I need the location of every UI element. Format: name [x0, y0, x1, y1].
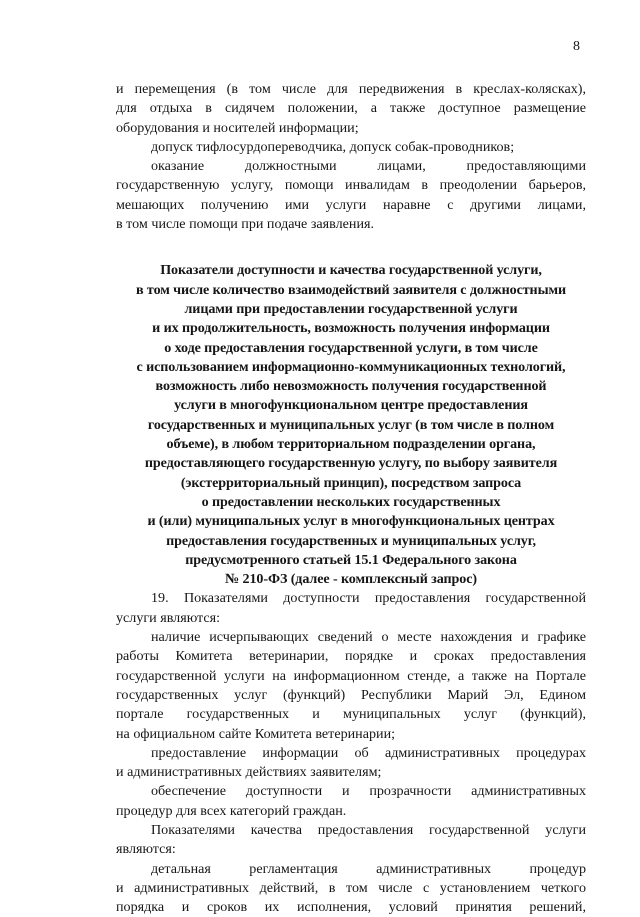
heading-line: лицами при предоставлении государственной услуги — [184, 300, 518, 317]
text-line: услуги являются: — [116, 609, 221, 626]
text-line: государственных услуг (функций) Республики Марий Эл, Едином — [116, 686, 586, 703]
heading-line: объеме), в любом территориальном подразделении органа, — [166, 436, 536, 453]
text-line: оказание должностными лицами, предоставляющими — [151, 158, 586, 175]
text-line: государственную услугу, помощи инвалидам в преодолении барьеров, — [116, 177, 586, 194]
text-line: оборудования и носителей информации; — [116, 119, 359, 136]
heading-line: возможность либо невозможность получения государственной — [155, 378, 547, 395]
text-line: процедур для всех категорий граждан. — [116, 802, 347, 819]
heading-line: № 210-ФЗ (далее - комплексный запрос) — [225, 571, 477, 588]
text-line: наличие исчерпывающих сведений о месте нахождения и графике — [151, 629, 586, 646]
heading-line: предоставления государственных и муниципальных услуг, — [166, 532, 536, 549]
text-line: Показателями качества предоставления государственной услуги — [151, 821, 586, 838]
text-line: предоставление информации об административных процедурах — [151, 744, 586, 761]
text-line: 19. Показателями доступности предоставления государственной — [151, 590, 586, 607]
heading-line: Показатели доступности и качества государственной услуги, — [160, 262, 542, 279]
body-block — [116, 589, 586, 917]
text-line: и административных действиях заявителям; — [116, 764, 382, 781]
heading-line: о ходе предоставления государственной услуги, в том числе — [164, 339, 538, 356]
heading-line: предусмотренного статьей 15.1 Федерального закона — [185, 551, 517, 568]
page-number: 8 — [573, 39, 580, 54]
section-heading — [116, 261, 586, 589]
text-line: для отдыха в сидячем положении, а также доступное размещение — [116, 100, 586, 117]
heading-line: о предоставлении нескольких государственных — [201, 493, 501, 510]
heading-line: (экстерриториальный принцип), посредством запроса — [180, 474, 522, 491]
heading-line: и их продолжительность, возможность получения информации — [152, 320, 550, 337]
text-line: порядка и сроков их исполнения, условий принятия решений, — [116, 899, 586, 916]
text-line: работы Комитета ветеринарии, порядке и сроках предоставления — [116, 648, 586, 665]
text-line: детальная регламентация административных процедур — [151, 860, 586, 877]
text-line: портале государственных и муниципальных услуг (функций), — [116, 706, 586, 723]
heading-line: в том числе количество взаимодействий заявителя с должностными — [136, 281, 566, 298]
heading-line: с использованием информационно-коммуникационных технологий, — [136, 358, 566, 375]
heading-line: государственных и муниципальных услуг (в том числе в полном — [147, 416, 555, 433]
text-line: и административных действий, в том числе с установлением четкого — [116, 879, 586, 896]
text-line: на официальном сайте Комитета ветеринарии; — [116, 725, 396, 742]
text-line: государственной услуги на информационном стенде, а также на Портале — [116, 667, 586, 684]
text-line: обеспечение доступности и прозрачности административных — [151, 783, 586, 800]
text-line: мешающих получению ими услуги наравне с другими лицами, — [116, 196, 586, 213]
text-line: в том числе помощи при подаче заявления. — [116, 216, 374, 233]
heading-line: услуги в многофункциональном центре предоставления — [174, 397, 528, 414]
heading-line: и (или) муниципальных услуг в многофункциональных центрах — [147, 513, 555, 530]
text-line: являются: — [116, 841, 176, 858]
intro-block — [116, 80, 586, 234]
document-body — [116, 80, 586, 917]
text-line: и перемещения (в том числе для передвижения в креслах-колясках), — [116, 81, 586, 97]
text-line: допуск тифлосурдопереводчика, допуск собак-проводников; — [151, 138, 515, 155]
heading-line: предоставляющего государственную услугу, по выбору заявителя — [144, 455, 558, 472]
